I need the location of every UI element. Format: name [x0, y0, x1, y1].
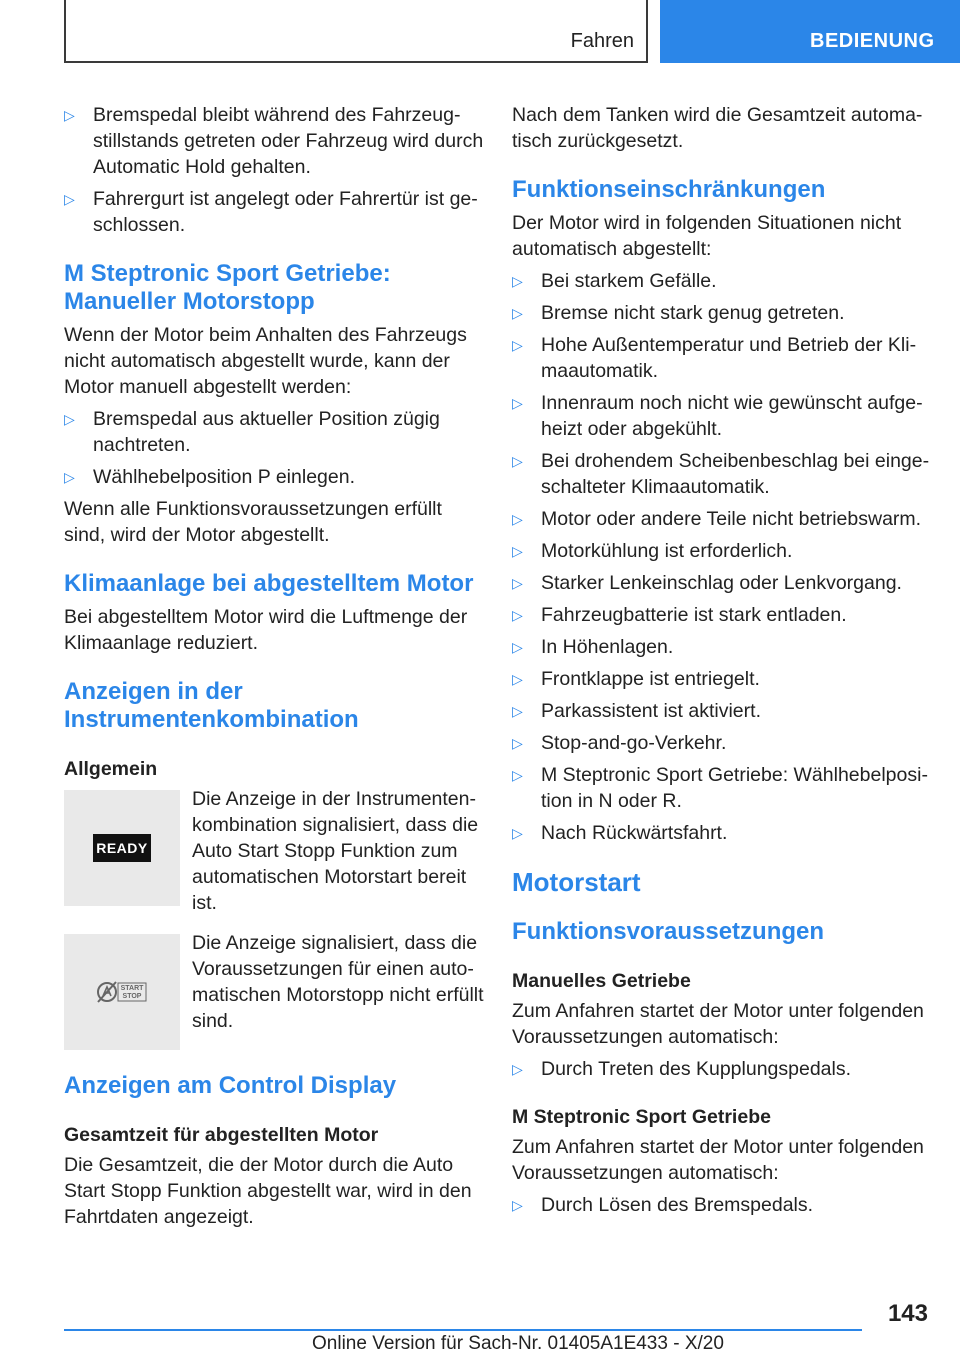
page-number: 143: [887, 1300, 928, 1327]
subheading-steptronic: M Steptronic Sport Getriebe: [512, 1106, 771, 1128]
list-item: ▷ Nach Rückwärtsfahrt.: [512, 820, 932, 846]
heading-funktionsvoraussetzungen: Funktionsvoraussetzungen: [512, 918, 825, 945]
figure-start-stop: [64, 930, 484, 1050]
list-item: ▷ Bei starkem Gefälle.: [512, 268, 932, 294]
list-item: ▷ Motorkühlung ist erforderlich.: [512, 538, 932, 564]
list-item: ▷ Bei drohendem Scheibenbeschlag bei eingeschalteter Klimaautomatik.: [512, 448, 932, 500]
header-chapter-label: BEDIENUNG: [810, 30, 935, 52]
footer-divider: [64, 1329, 862, 1331]
bullet-list-steptronic: [512, 1192, 932, 1218]
header-section-label: Fahren: [570, 30, 634, 52]
list-item: ▷ Bremspedal aus aktueller Position zügig nachtreten.: [64, 406, 484, 458]
list-item: ▷ Starker Lenkeinschlag oder Lenkvorgang.: [512, 570, 932, 596]
heading-anzeigen-instrument: Anzeigen in der Instrumentenkombination: [64, 678, 359, 733]
list-item: ▷ Motor oder andere Teile nicht betriebswarm.: [512, 506, 932, 532]
bullet-list-manuell: [512, 1056, 932, 1082]
paragraph: Zum Anfahren startet der Motor unter folgenden Voraussetzungen automatisch:: [512, 1136, 924, 1184]
header-chapter-tab: [660, 0, 960, 63]
list-item: ▷ Bremse nicht stark genug getreten.: [512, 300, 932, 326]
subheading-manuelles-getriebe: Manuelles Getriebe: [512, 970, 691, 992]
paragraph: Die Gesamtzeit, die der Motor durch die Auto Start Stopp Funktion abgestellt war, wird in den Fahrtdaten angezeigt.: [64, 1154, 472, 1228]
heading-einschraenkungen: Funktionseinschränkungen: [512, 176, 826, 203]
badge-start-text: START: [120, 985, 144, 992]
heading-control-display: Anzeigen am Control Display: [64, 1072, 397, 1099]
subheading-allgemein: Allgemein: [64, 758, 158, 780]
heading-motorstart: Motorstart: [512, 867, 641, 897]
paragraph: Bei abgestelltem Motor wird die Luftmenge der Klimaanlage reduziert.: [64, 606, 468, 654]
bullet-list-conditions: [64, 102, 484, 238]
ready-indicator-image: [64, 790, 180, 906]
right-column: [512, 102, 932, 1224]
list-item: ▷ M Steptronic Sport Getriebe: Wählhebelposition in N oder R.: [512, 762, 932, 814]
figure-caption: Die Anzeige signalisiert, dass die Voraussetzungen für einen automatischen Motorstopp nicht erfüllt sind.: [192, 932, 484, 1032]
left-column: [64, 102, 484, 1236]
bullet-list-manual-stop: [64, 406, 484, 490]
paragraph: Nach dem Tanken wird die Gesamtzeit automatisch zurückgesetzt.: [512, 104, 923, 152]
list-item: ▷ Wählhebelposition P einlegen.: [64, 464, 484, 490]
start-stop-crossed-icon: [96, 980, 148, 1004]
paragraph: Wenn alle Funktionsvoraussetzungen erfüllt sind, wird der Motor abgestellt.: [64, 498, 442, 546]
footer-online-version: Online Version für Sach-Nr. 01405A1E433 - X/20: [312, 1333, 724, 1354]
bullet-list-einschraenkungen: [512, 268, 932, 846]
figure-ready: [64, 786, 484, 916]
list-item: ▷ Stop-and-go-Verkehr.: [512, 730, 932, 756]
start-stop-indicator-image: [64, 934, 180, 1050]
subheading-gesamtzeit: Gesamtzeit für abgestellten Motor: [64, 1124, 379, 1146]
list-item: ▷ In Höhenlagen.: [512, 634, 932, 660]
list-item: ▷ Innenraum noch nicht wie gewünscht aufgeheizt oder abgekühlt.: [512, 390, 932, 442]
list-item: ▷ Fahrergurt ist angelegt oder Fahrertür ist geschlossen.: [64, 186, 484, 238]
figure-caption: Die Anzeige in der Instrumentenkombination signalisiert, dass die Auto Start Stopp Funktion zum automatischen Motorstart bereit ist.: [192, 788, 479, 914]
heading-manual-stop: M Steptronic Sport Getriebe: Manueller Motorstopp: [64, 260, 391, 315]
list-item: ▷ Durch Treten des Kupplungspedals.: [512, 1056, 932, 1082]
list-item: ▷ Hohe Außentemperatur und Betrieb der Klimaautomatik.: [512, 332, 932, 384]
list-item: ▷ Frontklappe ist entriegelt.: [512, 666, 932, 692]
ready-badge: READY: [93, 834, 151, 862]
paragraph: Der Motor wird in folgenden Situationen nicht automatisch abgestellt:: [512, 212, 902, 260]
badge-stop-text: STOP: [122, 993, 142, 1000]
list-item: ▷ Durch Lösen des Bremspedals.: [512, 1192, 932, 1218]
paragraph: Wenn der Motor beim Anhalten des Fahrzeugs nicht automatisch abgestellt wurde, kann der Motor manuell abgestellt werden:: [64, 324, 467, 398]
heading-klimaanlage: Klimaanlage bei abgestelltem Motor: [64, 570, 474, 597]
list-item: ▷ Bremspedal bleibt während des Fahrzeugstillstands getreten oder Fahrzeug wird durch Automatic Hold gehalten.: [64, 102, 484, 180]
paragraph: Zum Anfahren startet der Motor unter folgenden Voraussetzungen automatisch:: [512, 1000, 924, 1048]
header-section-tab: [64, 0, 648, 63]
list-item: ▷ Parkassistent ist aktiviert.: [512, 698, 932, 724]
list-item: ▷ Fahrzeugbatterie ist stark entladen.: [512, 602, 932, 628]
